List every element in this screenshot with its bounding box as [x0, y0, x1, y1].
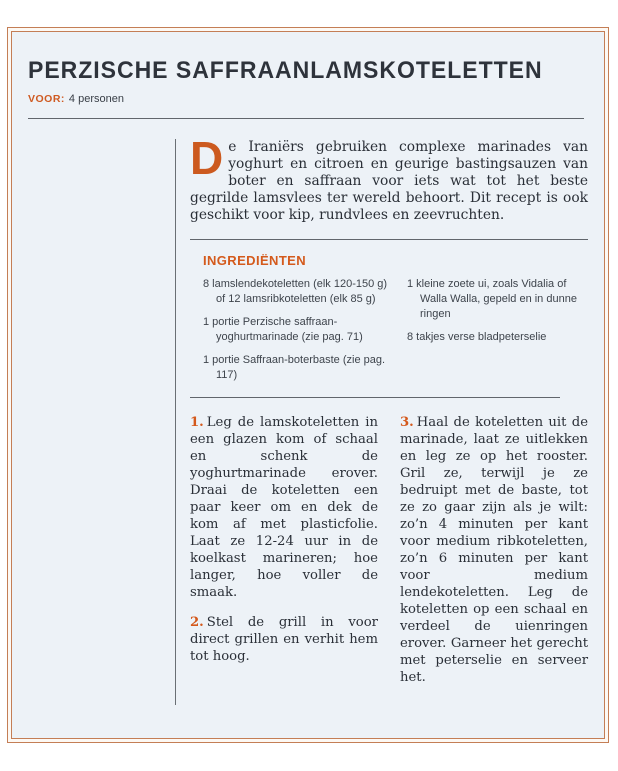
intro-text: e Iraniërs gebruiken complexe marinades van yoghurt en citroen en geurige bastingsauzen van boter en saffraan voor iets wat tot het beste gegrilde lamsvlees ter wereld behoort. Dit recept is ook geschikt voor kip, rundvlees en zeevruchten.	[190, 139, 588, 223]
recipe-page	[11, 31, 605, 739]
step-1-text: Leg de lamskoteletten in een glazen kom of schaal en schenk de yoghurtmarinade erover. Draai de koteletten een paar keer om en dek de kom af met plasticfolie. Laat ze 12-24 uur in de koelkast marineren; hoe langer, hoe voller de smaak.	[190, 415, 378, 600]
step-1-number: 1.	[190, 415, 204, 430]
steps-column-right	[400, 414, 588, 699]
ingredient-item: 1 portie Perzische saffraan-yoghurtmarinade (zie pag. 71)	[203, 316, 363, 343]
step-2-text: Stel de grill in voor direct grillen en verhit hem tot hoog.	[190, 615, 378, 664]
ingredients-divider	[190, 397, 560, 398]
dropcap-letter: D	[190, 132, 224, 184]
ingredient-item: 8 lamslendekoteletten (elk 120-150 g) of 12 lamsribkoteletten (elk 85 g)	[203, 278, 388, 305]
step-3-text: Haal de koteletten uit de marinade, laat ze uitlekken en leg ze op het rooster. Gril ze, terwijl je ze bedruipt met de baste, tot ze zo gaar zijn als je wilt: zo’n 4 minuten per kant voor medium ribkoteletten, zo’n 6 minuten per kant voor medium lendekoteletten. Leg de koteletten op een schaal en verdeel de uienringen erover. Garneer het gerecht met peterselie en serveer het.	[400, 415, 588, 685]
steps-section	[190, 414, 588, 699]
ingredients-column-left	[203, 277, 397, 391]
ingredients-columns	[203, 277, 588, 391]
steps-column-left	[190, 414, 378, 699]
page-frame-border	[7, 27, 609, 743]
ingredients-section	[203, 253, 588, 391]
intro-paragraph	[190, 132, 588, 224]
step-1	[190, 414, 378, 601]
serves-label: VOOR:	[28, 93, 65, 105]
serves-value: 4 personen	[68, 93, 124, 105]
step-3-number: 3.	[400, 415, 414, 430]
ingredient-item: 1 kleine zoete ui, zoals Vidalia of Walla Walla, gepeld en in dunne ringen	[407, 278, 577, 320]
step-2	[190, 614, 378, 665]
recipe-title: PERZISCHE SAFFRAANLAMSKOTELETTEN	[28, 57, 543, 84]
header-divider	[28, 118, 584, 119]
main-column	[175, 132, 588, 705]
step-3	[400, 414, 588, 686]
ingredients-column-right	[407, 277, 583, 391]
serves-line	[28, 92, 588, 106]
ingredient-item: 1 portie Saffraan-boterbaste (zie pag. 117)	[203, 354, 386, 381]
ingredient-item: 8 takjes verse bladpeterselie	[407, 331, 547, 343]
intro-divider	[190, 239, 588, 240]
step-2-number: 2.	[190, 615, 204, 630]
ingredients-heading: INGREDIËNTEN	[203, 253, 307, 268]
